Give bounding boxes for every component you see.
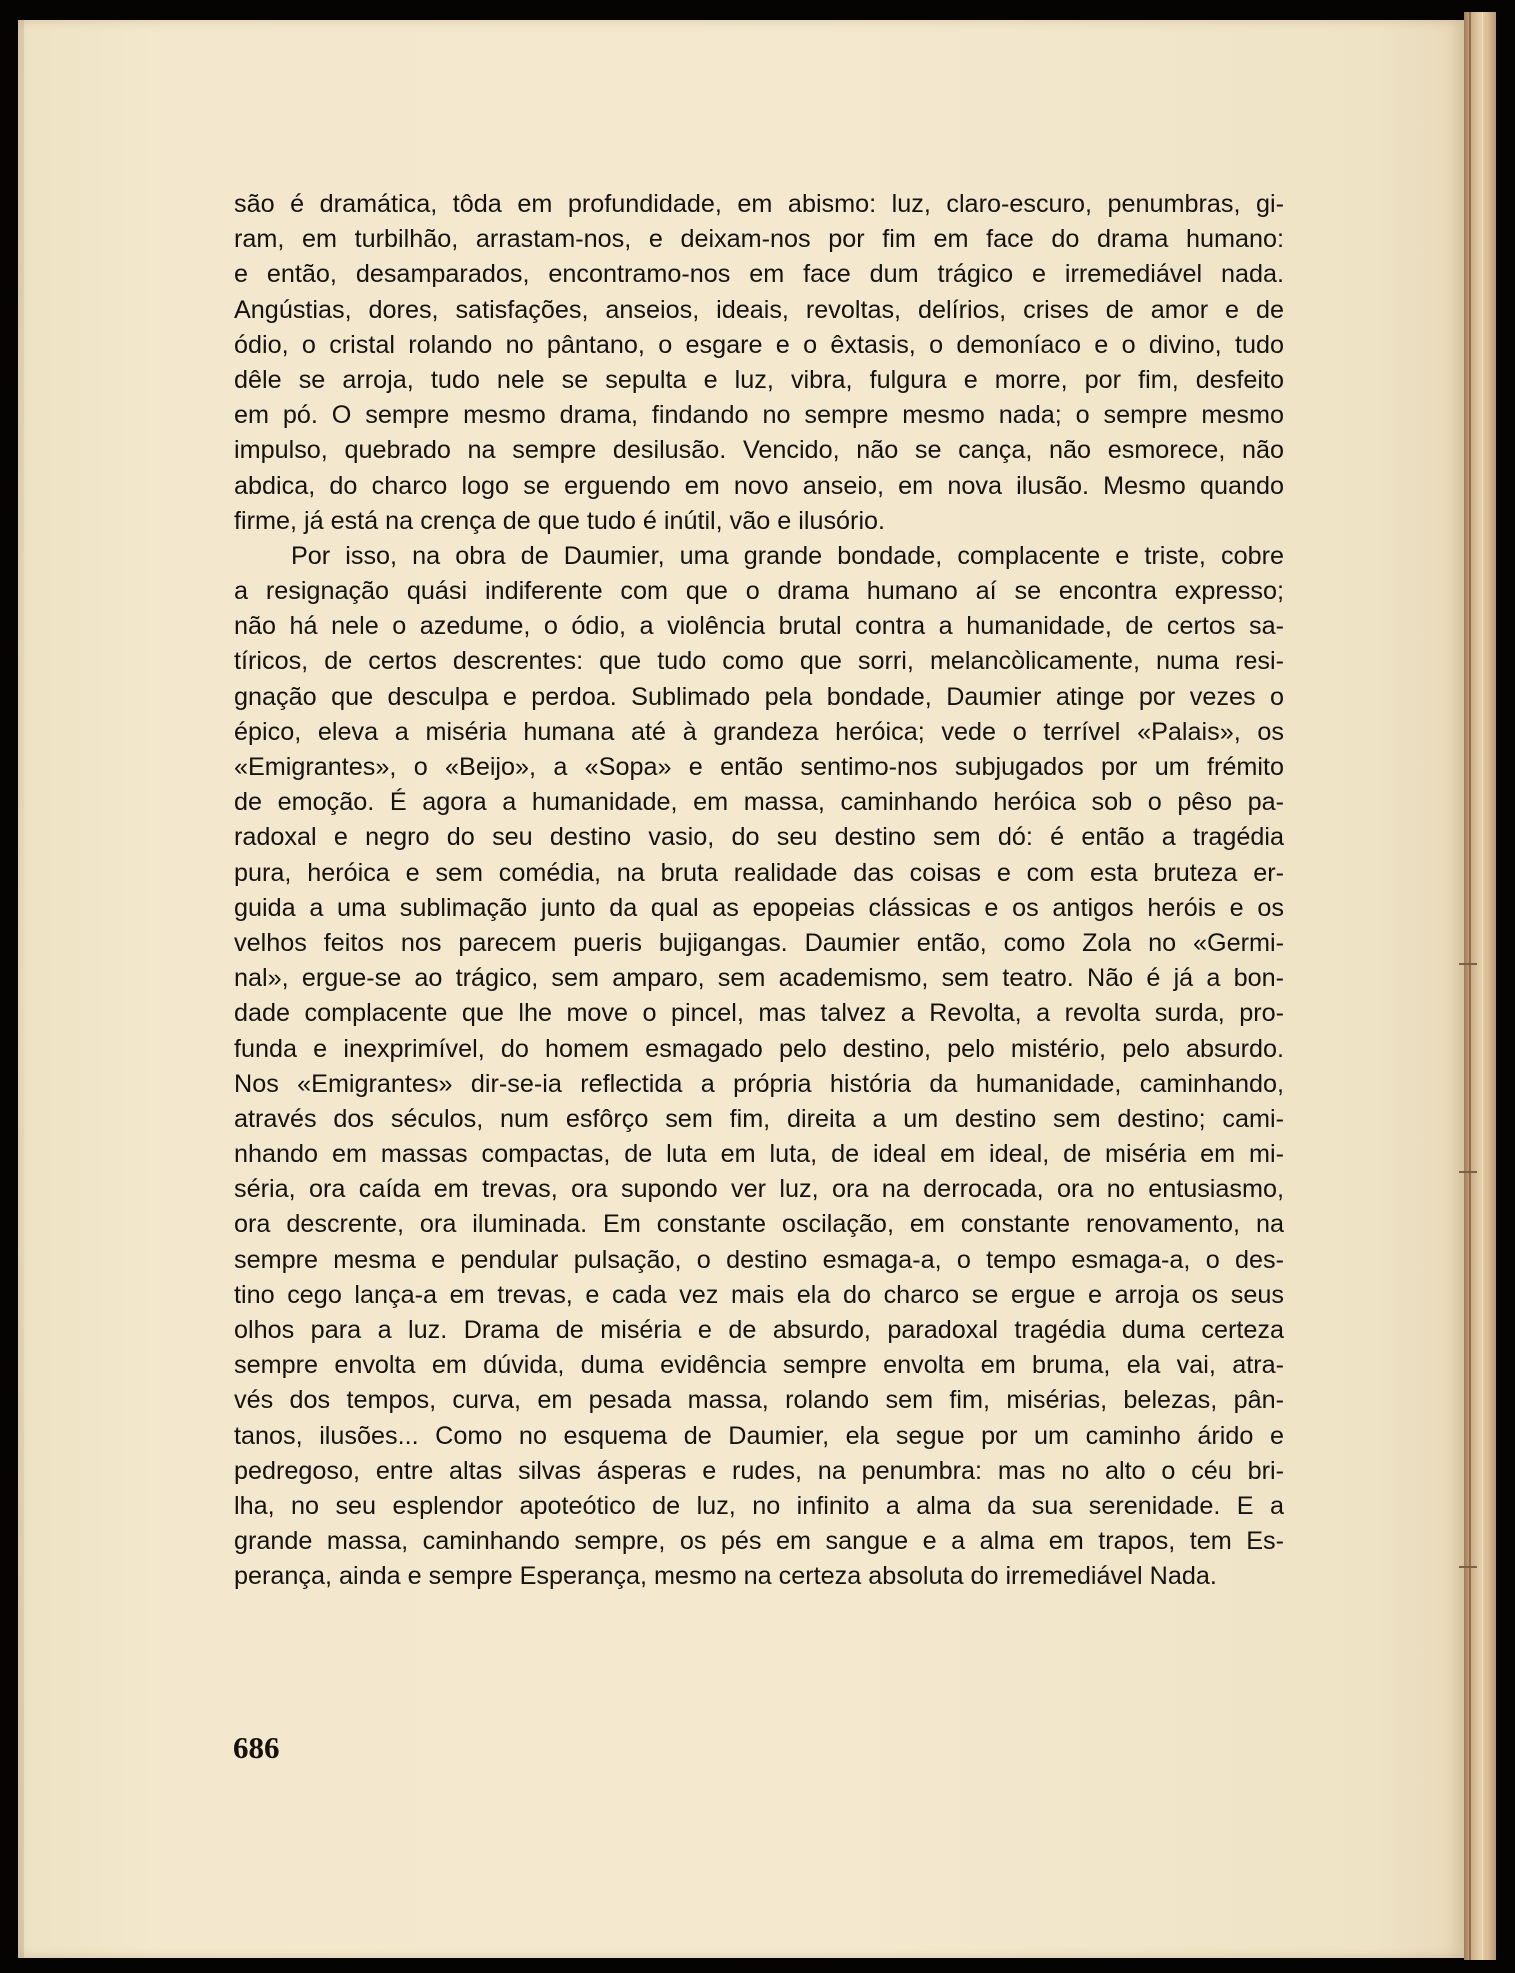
edge-mark — [1459, 1171, 1477, 1173]
text-line: Por isso, na obra de Daumier, uma grande bondade, complacente e triste, cobre — [291, 541, 1284, 570]
text-line: grande massa, caminhando sempre, os pés em sangue e a alma em trapos, tem Es- — [234, 1527, 1284, 1556]
text-line: vés dos tempos, curva, em pesada massa, rolando sem fim, misérias, belezas, pân- — [234, 1386, 1284, 1415]
page-left-edge — [18, 20, 24, 1958]
text-line: abdica, do charco logo se erguendo em novo anseio, em nova ilusão. Mesmo quando — [234, 471, 1284, 500]
text-line: nhando em massas compactas, de luta em luta, de ideal em ideal, de miséria em mi- — [234, 1140, 1284, 1169]
text-line: épico, eleva a miséria humana até à grandeza heróica; vede o terrível «Palais», os — [234, 717, 1284, 746]
text-line: Angústias, dores, satisfações, anseios, ideais, revoltas, delírios, crises de amor e de — [234, 295, 1284, 324]
text-line: funda e inexprimível, do homem esmagado pelo destino, pelo mistério, pelo absurdo. — [234, 1034, 1284, 1063]
text-line: olhos para a luz. Drama de miséria e de absurdo, paradoxal tragédia duma certeza — [234, 1316, 1284, 1344]
text-line: sempre envolta em dúvida, duma evidência sempre envolta em bruma, ela vai, atra- — [234, 1351, 1284, 1380]
text-line: em pó. O sempre mesmo drama, findando no sempre mesmo nada; o sempre mesmo — [234, 401, 1284, 430]
text-line: de emoção. É agora a humanidade, em massa, caminhando heróica sob o pêso pa- — [234, 788, 1284, 817]
text-line: ora descrente, ora iluminada. Em constante oscilação, em constante renovamento, na — [234, 1210, 1284, 1239]
text-line: através dos séculos, num esfôrço sem fim, direita a um destino sem destino; cami- — [234, 1104, 1284, 1133]
edge-mark — [1459, 963, 1477, 965]
text-line: não há nele o azedume, o ódio, a violência brutal contra a humanidade, de certos sa- — [234, 612, 1284, 641]
text-line: lha, no seu esplendor apoteótico de luz, no infinito a alma da sua serenidade. E a — [234, 1491, 1284, 1520]
text-line: radoxal e negro do seu destino vasio, do seu destino sem dó: é então a tragédia — [234, 823, 1284, 852]
text-line: pura, heróica e sem comédia, na bruta realidade das coisas e com esta bruteza er- — [234, 858, 1284, 887]
text-line: tíricos, de certos descrentes: que tudo como que sorri, melancòlicamente, numa resi- — [234, 647, 1284, 676]
text-line: nal», ergue-se ao trágico, sem amparo, sem academismo, sem teatro. Não é já a bon- — [234, 964, 1284, 993]
text-line: tino cego lança-a em trevas, e cada vez mais ela do charco se ergue e arroja os seus — [234, 1280, 1284, 1309]
text-line: ódio, o cristal rolando no pântano, o esgare e o êxtasis, o demoníaco e o divino, tudo — [234, 330, 1284, 359]
page-number: 686 — [233, 1730, 280, 1765]
text-line: velhos feitos nos parecem pueris bujigangas. Daumier então, como Zola no «Germi- — [234, 928, 1284, 957]
text-line: impulso, quebrado na sempre desilusão. Vencido, não se cança, não esmorece, não — [234, 436, 1284, 465]
text-line: séria, ora caída em trevas, ora supondo ver luz, ora na derrocada, ora no entusiasmo, — [234, 1175, 1284, 1204]
text-line: a resignação quási indiferente com que o drama humano aí se encontra expresso; — [234, 577, 1284, 606]
text-line: e então, desamparados, encontramo-nos em face dum trágico e irremediável nada. — [234, 260, 1284, 289]
text-line: ram, em turbilhão, arrastam-nos, e deixam-nos por fim em face do drama humano: — [234, 225, 1284, 254]
text-line: gnação que desculpa e perdoa. Sublimado pela bondade, Daumier atinge por vezes o — [234, 682, 1284, 711]
text-line: são é dramática, tôda em profundidade, em abismo: luz, claro-escuro, penumbras, gi- — [234, 190, 1284, 218]
text-line: tanos, ilusões... Como no esquema de Daumier, ela segue por um caminho árido e — [234, 1421, 1284, 1450]
body-text — [234, 187, 1284, 1595]
text-line: sempre mesma e pendular pulsação, o destino esmaga-a, o tempo esmaga-a, o des- — [234, 1245, 1284, 1274]
text-line: pedregoso, entre altas silvas ásperas e rudes, na penumbra: mas no alto o céu bri- — [234, 1456, 1284, 1485]
text-line: «Emigrantes», o «Beijo», a «Sopa» e então sentimo-nos subjugados por um frémito — [234, 753, 1284, 781]
text-line: perança, ainda e sempre Esperança, mesmo na certeza absoluta do irremediável Nada. — [234, 1562, 1217, 1591]
text-line: dade complacente que lhe move o pincel, mas talvez a Revolta, a revolta surda, pro- — [234, 999, 1284, 1028]
page-edge-stack — [1464, 12, 1496, 1960]
text-line: firme, já está na crença de que tudo é inútil, vão e ilusório. — [234, 506, 886, 535]
text-line: guida a uma sublimação junto da qual as epopeias clássicas e os antigos heróis e os — [234, 893, 1284, 922]
text-line: dêle se arroja, tudo nele se sepulta e luz, vibra, fulgura e morre, por fim, desfeito — [234, 365, 1284, 394]
text-line: Nos «Emigrantes» dir-se-ia reflectida a própria história da humanidade, caminhando, — [234, 1069, 1284, 1098]
edge-mark — [1459, 1566, 1477, 1568]
